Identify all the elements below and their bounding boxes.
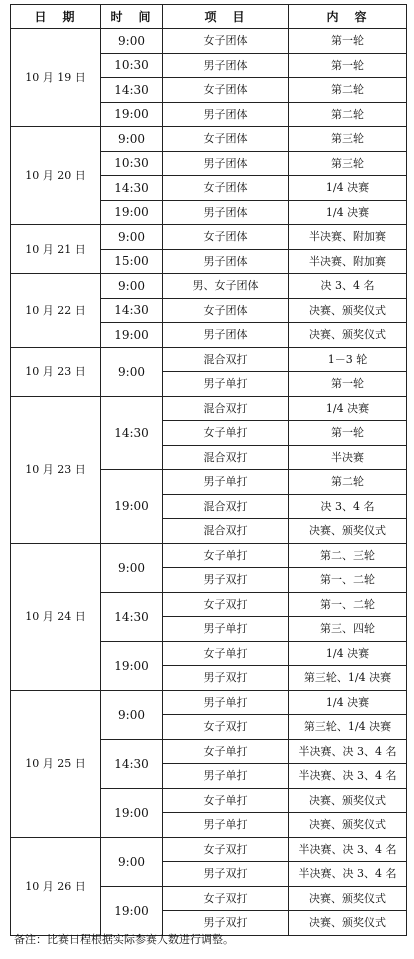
time-cell: 15:00 [101, 249, 163, 274]
schedule-body [11, 29, 407, 936]
content-cell: 第二、三轮 [289, 543, 407, 568]
content-cell: 1/4 决赛 [289, 690, 407, 715]
event-cell: 混合双打 [163, 347, 289, 372]
time-cell: 14:30 [101, 739, 163, 788]
event-cell: 女子单打 [163, 543, 289, 568]
time-cell: 19:00 [101, 323, 163, 348]
time-cell: 14:30 [101, 592, 163, 641]
content-cell: 半决赛、附加赛 [289, 225, 407, 250]
table-row [11, 837, 407, 862]
time-cell: 14:30 [101, 78, 163, 103]
date-cell: 10 月 22 日 [11, 274, 101, 348]
content-cell: 半决赛、决 3、4 名 [289, 837, 407, 862]
time-cell: 14:30 [101, 396, 163, 470]
event-cell: 男子双打 [163, 568, 289, 593]
event-cell: 女子团体 [163, 78, 289, 103]
event-cell: 男子团体 [163, 102, 289, 127]
table-row [11, 127, 407, 152]
event-cell: 男子单打 [163, 372, 289, 397]
content-cell: 决赛、颁奖仪式 [289, 788, 407, 813]
event-cell: 女子单打 [163, 739, 289, 764]
content-cell: 第二轮 [289, 470, 407, 495]
event-cell: 男子单打 [163, 764, 289, 789]
content-cell: 第一轮 [289, 53, 407, 78]
content-cell: 半决赛、附加赛 [289, 249, 407, 274]
event-cell: 女子团体 [163, 225, 289, 250]
event-cell: 男子团体 [163, 151, 289, 176]
date-cell: 10 月 19 日 [11, 29, 101, 127]
content-cell: 第一、二轮 [289, 568, 407, 593]
content-cell: 决赛、颁奖仪式 [289, 519, 407, 544]
table-row [11, 29, 407, 54]
event-cell: 男子单打 [163, 813, 289, 838]
table-row [11, 225, 407, 250]
event-cell: 男子双打 [163, 911, 289, 936]
header-content: 内 容 [289, 5, 407, 29]
date-cell: 10 月 26 日 [11, 837, 101, 935]
event-cell: 女子团体 [163, 176, 289, 201]
content-cell: 决赛、颁奖仪式 [289, 813, 407, 838]
time-cell: 10:30 [101, 151, 163, 176]
table-row [11, 347, 407, 372]
content-cell: 1/4 决赛 [289, 176, 407, 201]
event-cell: 混合双打 [163, 445, 289, 470]
time-cell: 19:00 [101, 788, 163, 837]
table-row [11, 543, 407, 568]
time-cell: 9:00 [101, 274, 163, 299]
content-cell: 1/4 决赛 [289, 200, 407, 225]
content-cell: 决赛、颁奖仪式 [289, 911, 407, 936]
event-cell: 男子团体 [163, 323, 289, 348]
table-row [11, 396, 407, 421]
event-cell: 女子双打 [163, 837, 289, 862]
header-time: 时 间 [101, 5, 163, 29]
content-cell: 半决赛、决 3、4 名 [289, 862, 407, 887]
time-cell: 9:00 [101, 837, 163, 886]
time-cell: 14:30 [101, 298, 163, 323]
event-cell: 混合双打 [163, 519, 289, 544]
header-row [11, 5, 407, 29]
content-cell: 半决赛 [289, 445, 407, 470]
content-cell: 半决赛、决 3、4 名 [289, 739, 407, 764]
content-cell: 第一、二轮 [289, 592, 407, 617]
date-cell: 10 月 25 日 [11, 690, 101, 837]
event-cell: 女子双打 [163, 715, 289, 740]
time-cell: 9:00 [101, 225, 163, 250]
event-cell: 男子单打 [163, 470, 289, 495]
time-cell: 10:30 [101, 53, 163, 78]
event-cell: 男子双打 [163, 862, 289, 887]
date-cell: 10 月 24 日 [11, 543, 101, 690]
date-cell: 10 月 23 日 [11, 347, 101, 396]
content-cell: 第二轮 [289, 102, 407, 127]
time-cell: 9:00 [101, 29, 163, 54]
event-cell: 男、女子团体 [163, 274, 289, 299]
content-cell: 决赛、颁奖仪式 [289, 886, 407, 911]
time-cell: 9:00 [101, 347, 163, 396]
event-cell: 女子团体 [163, 298, 289, 323]
date-cell: 10 月 21 日 [11, 225, 101, 274]
content-cell: 第三轮、1/4 决赛 [289, 715, 407, 740]
content-cell: 1－3 轮 [289, 347, 407, 372]
event-cell: 男子团体 [163, 200, 289, 225]
event-cell: 女子团体 [163, 29, 289, 54]
event-cell: 女子双打 [163, 592, 289, 617]
time-cell: 9:00 [101, 127, 163, 152]
header-event: 项 目 [163, 5, 289, 29]
event-cell: 男子双打 [163, 666, 289, 691]
table-row [11, 274, 407, 299]
date-cell: 10 月 23 日 [11, 396, 101, 543]
event-cell: 男子团体 [163, 249, 289, 274]
content-cell: 第三轮、1/4 决赛 [289, 666, 407, 691]
event-cell: 男子单打 [163, 690, 289, 715]
header-date: 日 期 [11, 5, 101, 29]
event-cell: 女子单打 [163, 421, 289, 446]
event-cell: 男子单打 [163, 617, 289, 642]
event-cell: 女子双打 [163, 886, 289, 911]
table-row [11, 690, 407, 715]
time-cell: 9:00 [101, 690, 163, 739]
content-cell: 第二轮 [289, 78, 407, 103]
event-cell: 女子单打 [163, 641, 289, 666]
content-cell: 第三、四轮 [289, 617, 407, 642]
schedule-table [10, 4, 407, 936]
time-cell: 19:00 [101, 200, 163, 225]
time-cell: 19:00 [101, 102, 163, 127]
content-cell: 第三轮 [289, 151, 407, 176]
time-cell: 19:00 [101, 641, 163, 690]
content-cell: 决 3、4 名 [289, 494, 407, 519]
content-cell: 1/4 决赛 [289, 396, 407, 421]
content-cell: 第三轮 [289, 127, 407, 152]
event-cell: 男子团体 [163, 53, 289, 78]
date-cell: 10 月 20 日 [11, 127, 101, 225]
content-cell: 半决赛、决 3、4 名 [289, 764, 407, 789]
content-cell: 第一轮 [289, 421, 407, 446]
content-cell: 决赛、颁奖仪式 [289, 298, 407, 323]
time-cell: 14:30 [101, 176, 163, 201]
time-cell: 19:00 [101, 886, 163, 935]
content-cell: 决赛、颁奖仪式 [289, 323, 407, 348]
content-cell: 决 3、4 名 [289, 274, 407, 299]
content-cell: 1/4 决赛 [289, 641, 407, 666]
content-cell: 第一轮 [289, 29, 407, 54]
time-cell: 19:00 [101, 470, 163, 544]
event-cell: 女子团体 [163, 127, 289, 152]
event-cell: 混合双打 [163, 396, 289, 421]
time-cell: 9:00 [101, 543, 163, 592]
footnote: 备注：比赛日程根据实际参赛人数进行调整。 [14, 933, 234, 946]
content-cell: 第一轮 [289, 372, 407, 397]
event-cell: 混合双打 [163, 494, 289, 519]
event-cell: 女子单打 [163, 788, 289, 813]
